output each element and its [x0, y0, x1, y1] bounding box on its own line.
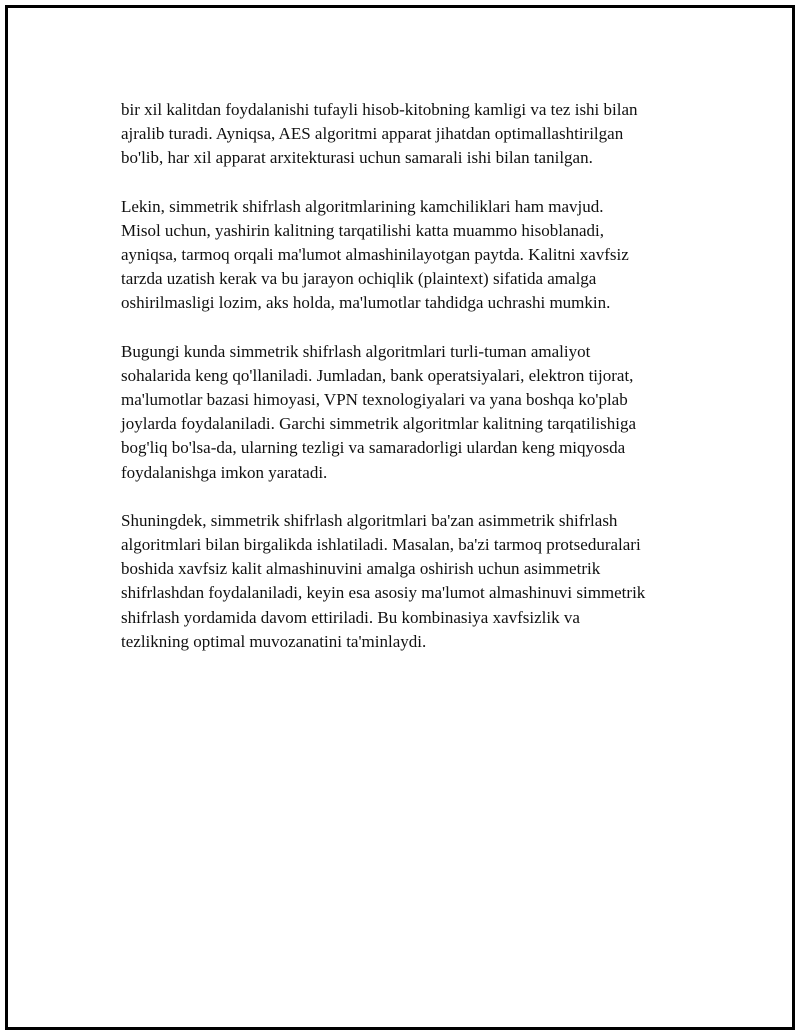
- paragraph-4: Shuningdek, simmetrik shifrlash algoritmlari ba'zan asimmetrik shifrlash algoritmlari bilan birgalikda ishlatiladi. Masalan, ba'zi tarmoq protseduralari boshida xavfsiz kalit almashinuvini amalga oshirish uchun asimmetrik shifrlashdan foydalaniladi, keyin esa asosiy ma'lumot almashinuvi simmetrik shifrlash yordamida davom ettiriladi. Bu kombinasiya xavfsizlik va tezlikning optimal muvozanatini ta'minlaydi.: [121, 510, 646, 651]
- page-frame: [5, 5, 795, 1030]
- document-body: [121, 98, 701, 678]
- paragraph-2: Lekin, simmetrik shifrlash algoritmlarining kamchiliklari ham mavjud. Misol uchun, yashirin kalitning tarqatilishi katta muammo hisoblanadi, ayniqsa, tarmoq orqali ma'lumot almashinilayotgan paytda. Kalitni xavfsiz tarzda uzatish kerak va bu jarayon ochiqlik (plaintext) sifatida amalga oshirilmasligi lozim, aks holda, ma'lumotlar tahdidga uchrashi mumkin.: [121, 196, 629, 313]
- paragraph-1: bir xil kalitdan foydalanishi tufayli hisob-kitobning kamligi va tez ishi bilan ajralib turadi. Ayniqsa, AES algoritmi apparat jihatdan optimallashtirilgan bo'lib, har xil apparat arxitekturasi uchun samarali ishi bilan tanilgan.: [121, 100, 638, 168]
- paragraph-3: Bugungi kunda simmetrik shifrlash algoritmlari turli-tuman amaliyot sohalarida keng qo'llaniladi. Jumladan, bank operatsiyalari, elektron tijorat, ma'lumotlar bazasi himoyasi, VPN texnologiyalari va yana boshqa ko'plab joylarda foydalaniladi. Garchi simmetrik algoritmlar kalitning tarqatilishiga bog'liq bo'lsa-da, ularning tezligi va samaradorligi ulardan keng miqyosda foydalanishga imkon yaratadi.: [121, 341, 637, 482]
